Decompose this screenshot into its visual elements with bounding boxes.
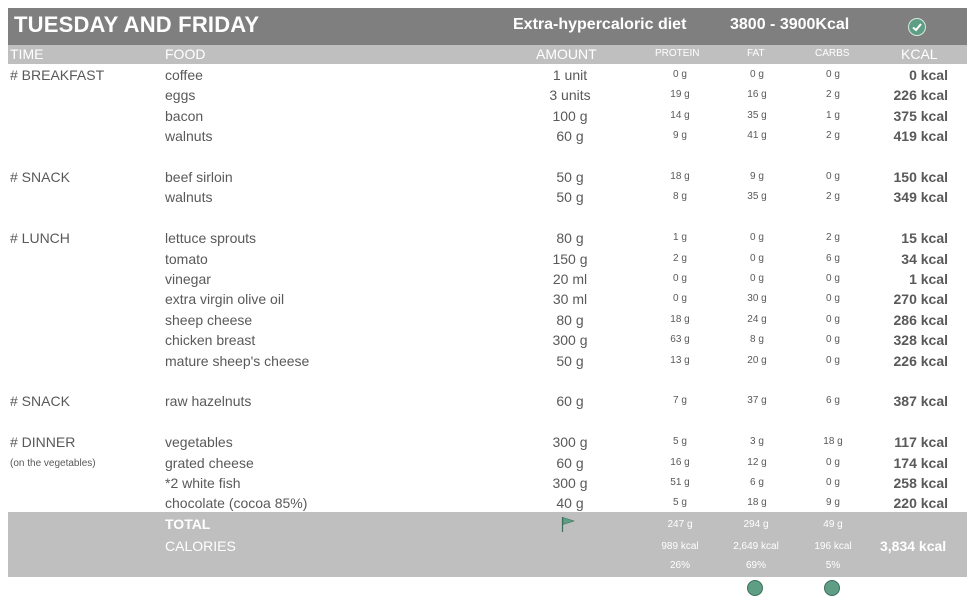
cell-protein: 2 g bbox=[673, 252, 687, 264]
cell-amount: 50 g bbox=[556, 189, 584, 206]
meal-time-label: # SNACK bbox=[10, 169, 70, 185]
cell-fat: 35 g bbox=[747, 191, 767, 203]
cell-protein: 18 g bbox=[670, 171, 690, 182]
cell-fat: 37 g bbox=[747, 395, 767, 407]
cell-amount: 50 g bbox=[556, 352, 584, 369]
cell-amount: 80 g bbox=[556, 311, 584, 328]
total-fat: 294 g bbox=[743, 519, 769, 530]
cell-fat: 41 g bbox=[747, 130, 767, 142]
cell-carbs: 0 g bbox=[826, 273, 840, 284]
title-bar bbox=[8, 8, 967, 45]
cell-food: coffee bbox=[165, 67, 203, 83]
cell-fat: 20 g bbox=[747, 354, 767, 366]
col-carbs: CARBS bbox=[815, 48, 850, 59]
cell-fat: 16 g bbox=[747, 89, 767, 101]
cell-fat: 0 g bbox=[750, 69, 764, 80]
calories-total: 3,834 kcal bbox=[880, 538, 947, 554]
cell-kcal: 419 kcal bbox=[893, 128, 948, 145]
cell-food: extra virgin olive oil bbox=[165, 291, 285, 308]
cell-kcal: 117 kcal bbox=[894, 434, 948, 451]
column-header-row bbox=[8, 45, 967, 64]
calorie-range: 3800 - 3900Kcal bbox=[730, 16, 850, 33]
cell-kcal: 15 kcal bbox=[901, 230, 948, 247]
cell-kcal: 226 kcal bbox=[893, 352, 948, 369]
cell-amount: 20 ml bbox=[552, 271, 588, 287]
cell-protein: 13 g bbox=[670, 354, 690, 366]
cell-amount: 300 g bbox=[552, 332, 588, 349]
cell-amount: 30 ml bbox=[552, 291, 588, 308]
cell-carbs: 0 g bbox=[826, 334, 840, 346]
calories-protein: 989 kcal bbox=[661, 541, 699, 552]
col-food: FOOD bbox=[165, 46, 206, 62]
cell-kcal: 258 kcal bbox=[893, 475, 948, 491]
cell-amount: 3 units bbox=[549, 87, 591, 104]
flag-icon bbox=[561, 516, 575, 532]
cell-fat: 0 g bbox=[750, 252, 764, 264]
cell-food: mature sheep's cheese bbox=[165, 352, 310, 369]
cell-food: chocolate (cocoa 85%) bbox=[165, 495, 308, 512]
col-fat: FAT bbox=[747, 48, 765, 59]
col-amount: AMOUNT bbox=[536, 46, 597, 62]
cell-carbs: 2 g bbox=[826, 232, 840, 244]
cell-kcal: 387 kcal bbox=[893, 393, 948, 410]
cell-protein: 5 g bbox=[673, 497, 687, 509]
cell-protein: 19 g bbox=[670, 89, 690, 101]
cell-carbs: 2 g bbox=[826, 191, 840, 203]
cell-fat: 3 g bbox=[750, 436, 764, 448]
cell-food: sheep cheese bbox=[165, 311, 253, 328]
cell-kcal: 0 kcal bbox=[909, 67, 948, 83]
cell-protein: 8 g bbox=[673, 191, 687, 203]
cell-carbs: 2 g bbox=[826, 89, 840, 101]
meal-note: (on the vegetables) bbox=[10, 457, 96, 469]
cell-amount: 100 g bbox=[552, 107, 588, 124]
cell-kcal: 220 kcal bbox=[893, 495, 948, 512]
cell-amount: 300 g bbox=[552, 475, 588, 491]
cell-protein: 0 g bbox=[673, 293, 687, 305]
cell-food: beef sirloin bbox=[165, 169, 233, 185]
cell-fat: 6 g bbox=[750, 477, 764, 488]
cell-kcal: 286 kcal bbox=[893, 311, 948, 328]
meal-time-label: # DINNER bbox=[10, 434, 76, 451]
cell-food: walnuts bbox=[165, 128, 213, 145]
cell-protein: 14 g bbox=[670, 109, 690, 121]
cell-carbs: 1 g bbox=[826, 109, 840, 121]
cell-kcal: 328 kcal bbox=[893, 332, 948, 349]
cell-carbs: 0 g bbox=[826, 477, 840, 488]
meal-time-label: # LUNCH bbox=[10, 230, 70, 247]
cell-carbs: 18 g bbox=[823, 436, 843, 448]
cell-kcal: 349 kcal bbox=[893, 189, 948, 206]
carbs-percent: 5% bbox=[825, 560, 841, 571]
protein-percent: 26% bbox=[669, 560, 690, 571]
cell-carbs: 6 g bbox=[826, 395, 840, 407]
cell-amount: 1 unit bbox=[552, 67, 588, 83]
cell-protein: 1 g bbox=[673, 232, 687, 244]
cell-food: vegetables bbox=[165, 434, 233, 451]
calories-carbs: 196 kcal bbox=[814, 541, 852, 552]
cell-amount: 150 g bbox=[552, 250, 588, 267]
cell-protein: 5 g bbox=[673, 436, 687, 448]
cell-carbs: 0 g bbox=[826, 171, 840, 182]
cell-food: raw hazelnuts bbox=[165, 393, 252, 410]
cell-carbs: 0 g bbox=[826, 313, 840, 325]
cell-amount: 60 g bbox=[556, 393, 584, 410]
cell-kcal: 1 kcal bbox=[909, 271, 948, 287]
col-protein: PROTEIN bbox=[655, 48, 700, 59]
cell-food: lettuce sprouts bbox=[165, 230, 257, 247]
cell-food: tomato bbox=[165, 250, 208, 267]
cell-amount: 40 g bbox=[556, 495, 584, 512]
cell-fat: 9 g bbox=[750, 171, 764, 182]
cell-protein: 18 g bbox=[670, 313, 690, 325]
cell-amount: 60 g bbox=[556, 128, 584, 145]
cell-amount: 300 g bbox=[552, 434, 588, 451]
cell-amount: 50 g bbox=[556, 169, 584, 185]
cell-fat: 0 g bbox=[750, 232, 764, 244]
cell-carbs: 6 g bbox=[826, 252, 840, 264]
cell-food: *2 white fish bbox=[165, 475, 241, 491]
cell-food: bacon bbox=[165, 107, 204, 124]
meal-time-label: # SNACK bbox=[10, 393, 70, 410]
cell-fat: 8 g bbox=[750, 334, 764, 346]
cell-protein: 7 g bbox=[673, 395, 687, 407]
col-time: TIME bbox=[10, 46, 44, 62]
total-label: TOTAL bbox=[165, 516, 211, 532]
cell-protein: 9 g bbox=[673, 130, 687, 142]
cell-kcal: 270 kcal bbox=[893, 291, 948, 308]
cell-food: grated cheese bbox=[165, 454, 254, 471]
cell-protein: 51 g bbox=[670, 477, 690, 488]
meal-time-label: # BREAKFAST bbox=[10, 67, 105, 83]
calories-label: CALORIES bbox=[165, 538, 236, 554]
cell-protein: 16 g bbox=[670, 456, 690, 468]
cell-protein: 63 g bbox=[670, 334, 690, 346]
cell-amount: 80 g bbox=[556, 230, 584, 247]
cell-carbs: 0 g bbox=[826, 69, 840, 80]
cell-kcal: 226 kcal bbox=[893, 87, 948, 104]
cell-kcal: 375 kcal bbox=[893, 107, 948, 124]
cell-fat: 0 g bbox=[750, 273, 764, 284]
total-carbs: 49 g bbox=[823, 519, 843, 530]
calories-fat: 2,649 kcal bbox=[733, 541, 779, 552]
cell-carbs: 9 g bbox=[826, 497, 840, 509]
diet-type: Extra-hypercaloric diet bbox=[513, 16, 687, 33]
fat-percent: 69% bbox=[745, 560, 766, 571]
total-protein: 247 g bbox=[667, 519, 693, 530]
cell-fat: 35 g bbox=[747, 109, 767, 121]
cell-kcal: 34 kcal bbox=[901, 250, 948, 267]
cell-food: chicken breast bbox=[165, 332, 256, 349]
cell-carbs: 2 g bbox=[826, 130, 840, 142]
green-circle-icon bbox=[824, 580, 840, 596]
green-circle-icon bbox=[747, 580, 763, 596]
cell-food: vinegar bbox=[165, 271, 211, 287]
cell-carbs: 0 g bbox=[826, 354, 840, 366]
col-kcal: KCAL bbox=[901, 46, 938, 62]
cell-fat: 30 g bbox=[747, 293, 767, 305]
cell-fat: 18 g bbox=[747, 497, 767, 509]
cell-food: walnuts bbox=[165, 189, 213, 206]
cell-kcal: 174 kcal bbox=[893, 454, 948, 471]
cell-fat: 24 g bbox=[747, 313, 767, 325]
cell-protein: 0 g bbox=[673, 273, 687, 284]
check-circle-icon bbox=[908, 18, 926, 36]
cell-carbs: 0 g bbox=[826, 293, 840, 305]
cell-fat: 12 g bbox=[747, 456, 767, 468]
page-title: TUESDAY AND FRIDAY bbox=[14, 12, 260, 37]
cell-protein: 0 g bbox=[673, 69, 687, 80]
cell-food: eggs bbox=[165, 87, 196, 104]
totals-panel bbox=[8, 512, 967, 577]
cell-amount: 60 g bbox=[556, 454, 584, 471]
cell-kcal: 150 kcal bbox=[893, 169, 948, 185]
cell-carbs: 0 g bbox=[826, 456, 840, 468]
